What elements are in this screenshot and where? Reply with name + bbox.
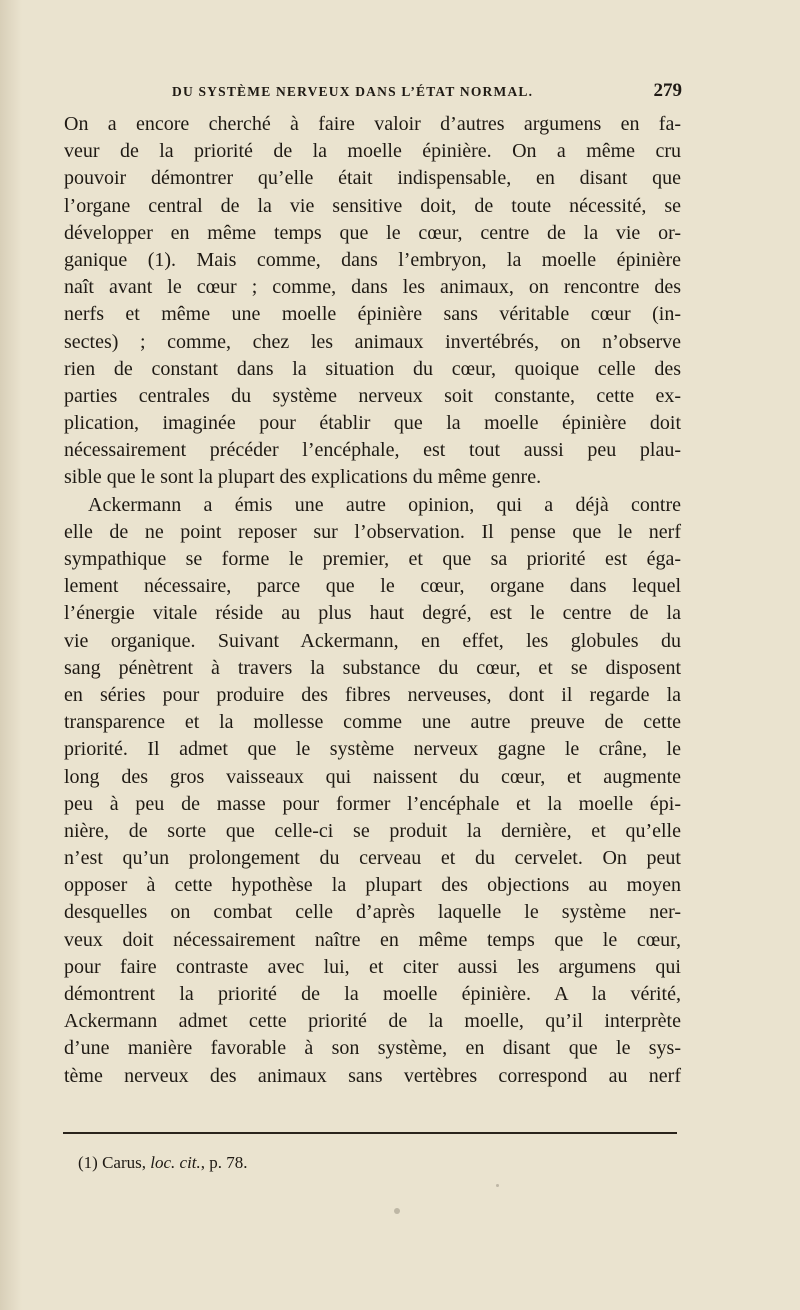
text-line: veur de la priorité de la moelle épinière. On a même cru <box>64 140 681 163</box>
text-line: parties centrales du système nerveux soit constante, cette ex- <box>64 384 681 407</box>
paragraph-2 <box>64 492 681 1090</box>
footnote <box>78 1153 248 1173</box>
text-line: tème nerveux des animaux sans vertèbres correspond au nerf <box>64 1064 681 1087</box>
running-title: DU SYSTÈME NERVEUX DANS L’ÉTAT NORMAL. <box>172 84 534 99</box>
text-line: démontrent la priorité de la moelle épinière. A la vérité, <box>64 983 681 1005</box>
text-line: nerfs et même une moelle épinière sans véritable cœur (in- <box>64 303 681 326</box>
text-line: nière, de sorte que celle-ci se produit la dernière, et qu’elle <box>64 819 681 842</box>
text-line: vie organique. Suivant Ackermann, en effet, les globules du <box>64 629 681 652</box>
text-line: elle de ne point reposer sur l’observation. Il pense que le nerf <box>64 520 681 543</box>
text-line: l’organe central de la vie sensitive doit, de toute nécessité, se <box>64 194 681 217</box>
text-line: sectes) ; comme, chez les animaux invertébrés, on n’observe <box>64 330 681 353</box>
text-line: d’une manière favorable à son système, en disant que le sys- <box>64 1037 681 1060</box>
text-line: pour faire contraste avec lui, et citer aussi les argumens qui <box>64 955 681 978</box>
running-header <box>60 80 700 104</box>
paragraph-1 <box>64 111 681 492</box>
text-line: ganique (1). Mais comme, dans l’embryon, la moelle épinière <box>64 248 681 271</box>
paper-blemish <box>496 1184 499 1187</box>
text-line: sympathique se forme le premier, et que sa priorité est éga- <box>64 548 681 570</box>
page-number: 279 <box>653 80 682 101</box>
text-line: sible que le sont la plupart des explications du même genre. <box>64 466 542 489</box>
footnote-ref: loc. cit. <box>150 1153 201 1172</box>
text-line: lement nécessaire, parce que le cœur, organe dans lequel <box>64 575 681 598</box>
text-line: naît avant le cœur ; comme, dans les animaux, on rencontre des <box>64 276 681 299</box>
text-line: peu à peu de masse pour former l’encéphale et la moelle épi- <box>64 792 681 815</box>
footnote-author: Carus, <box>102 1153 146 1172</box>
text-line: plication, imaginée pour établir que la moelle épinière doit <box>64 412 681 435</box>
text-line: opposer à cette hypothèse la plupart des objections au moyen <box>64 874 681 897</box>
footnote-marker: (1) <box>78 1153 98 1172</box>
text-line: long des gros vaisseaux qui naissent du cœur, et augmente <box>64 765 681 788</box>
footnote-page: , p. 78. <box>200 1153 248 1172</box>
text-body <box>64 111 681 1090</box>
text-line: en séries pour produire des fibres nerveuses, dont il regarde la <box>64 683 681 706</box>
text-line: l’énergie vitale réside au plus haut degré, est le centre de la <box>64 602 681 625</box>
text-line: rien de constant dans la situation du cœur, quoique celle des <box>64 357 681 380</box>
text-line: développer en même temps que le cœur, centre de la vie or- <box>64 221 681 244</box>
text-line: transparence et la mollesse comme une autre preuve de cette <box>64 711 681 734</box>
text-line: priorité. Il admet que le système nerveux gagne le crâne, le <box>64 738 681 761</box>
text-line: n’est qu’un prolongement du cerveau et du cervelet. On peut <box>64 847 681 870</box>
text-line: veux doit nécessairement naître en même temps que le cœur, <box>64 928 681 951</box>
text-line: nécessairement précéder l’encéphale, est tout aussi peu plau- <box>64 439 681 462</box>
footnote-rule <box>63 1132 677 1134</box>
text-line: desquelles on combat celle d’après laquelle le système ner- <box>64 901 681 924</box>
text-line: sang pénètrent à travers la substance du cœur, et se disposent <box>64 656 681 679</box>
text-line: pouvoir démontrer qu’elle était indispensable, en disant que <box>64 167 681 190</box>
page-gutter-shadow <box>0 0 22 1310</box>
paper-blemish <box>394 1208 400 1214</box>
text-line: Ackermann a émis une autre opinion, qui a déjà contre <box>88 493 681 516</box>
text-line: On a encore cherché à faire valoir d’autres argumens en fa- <box>64 113 681 135</box>
text-line: Ackermann admet cette priorité de la moelle, qu’il interprète <box>64 1010 681 1033</box>
